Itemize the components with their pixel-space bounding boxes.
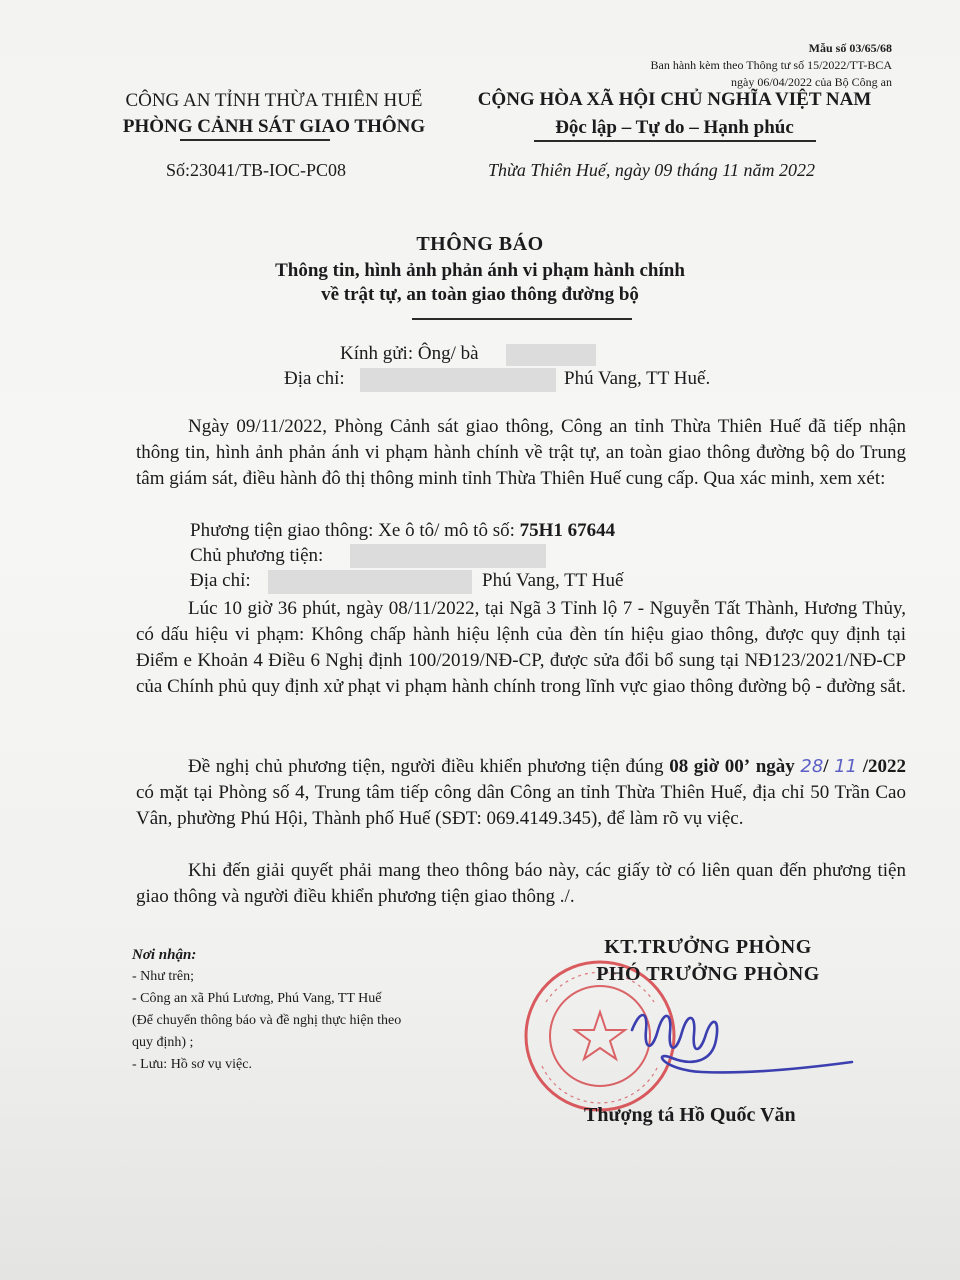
- redacted-vehicle-address: [268, 570, 472, 594]
- request-rest: có mặt tại Phòng số 4, Trung tâm tiếp công dân Công an tỉnh Thừa Thiên Huế, địa chỉ 50 Trần Cao Vân, phường Phú Hội, Thành phố Huế (SĐT: 069.4149.345), để làm rõ vụ việc.: [136, 782, 906, 829]
- vehicle-line: [190, 520, 615, 542]
- paragraph-violation-text: Lúc 10 giờ 36 phút, ngày 08/11/2022, tại Ngã 3 Tỉnh lộ 7 - Nguyễn Tất Thành, Hương Thủy, có dấu hiệu vi phạm: Không chấp hành hiệu lệnh của đèn tín hiệu giao thông, được quy định tại Điểm e Khoản 4 Điều 6 Nghị định 100/2019/NĐ-CP, được sửa đổi bổ sung tại NĐ123/2021/NĐ-CP của Chính phủ quy định xử phạt vi phạm hành chính trong lĩnh vực giao thông đường bộ - đường sắt.: [136, 598, 907, 697]
- signer-title-2: PHÓ TRƯỞNG PHÒNG: [596, 963, 820, 985]
- paragraph-receipt: [136, 414, 906, 492]
- request-time: 08 giờ 00’: [669, 756, 751, 777]
- greeting-label: Kính gửi: Ông/ bà: [340, 343, 479, 364]
- department-name: PHÒNG CẢNH SÁT GIAO THÔNG: [122, 116, 426, 137]
- recipient-item: (Để chuyển thông báo và đề nghị thực hiện theo: [132, 1013, 402, 1028]
- handwritten-signature-icon: [612, 1000, 862, 1090]
- document-title: THÔNG BÁO: [416, 233, 544, 255]
- signature-block: [548, 936, 868, 986]
- recipients-heading: Nơi nhận:: [132, 947, 197, 963]
- document-date: Thừa Thiên Huế, ngày 09 tháng 11 năm 2022: [488, 160, 815, 180]
- vehicle-address-tail: Phú Vang, TT Huế: [482, 570, 624, 591]
- document-number: Số:23041/TB-IOC-PC08: [166, 160, 347, 180]
- recipient-item: - Lưu: Hồ sơ vụ việc.: [132, 1057, 252, 1072]
- paragraph-closing: [136, 858, 906, 910]
- handwritten-day: 28: [800, 756, 824, 777]
- motto-underline: [534, 140, 816, 142]
- agency-header: [104, 88, 444, 140]
- vehicle-address-label: Địa chỉ:: [190, 570, 251, 591]
- signer-title-1: KT.TRƯỞNG PHÒNG: [604, 936, 812, 958]
- paragraph-violation: [136, 596, 906, 700]
- form-note: [651, 40, 893, 91]
- recipients-block: [132, 944, 401, 1076]
- country-name: CỘNG HÒA XÃ HỘI CHỦ NGHĨA VIỆT NAM: [477, 89, 872, 110]
- address-label: Địa chỉ:: [284, 368, 345, 389]
- paragraph-request: [136, 754, 906, 832]
- recipient-item: quy định) ;: [132, 1035, 194, 1050]
- redacted-address: [360, 368, 556, 392]
- form-issued-date: ngày 06/04/2022 của Bộ Công an: [731, 75, 892, 89]
- form-number: Mẫu số 03/65/68: [808, 41, 892, 55]
- form-issued-with: Ban hành kèm theo Thông tư số 15/2022/TT-BCA: [650, 58, 892, 72]
- redacted-owner: [350, 544, 546, 568]
- recipient-item: - Công an xã Phú Lương, Phú Vang, TT Huế: [132, 991, 382, 1006]
- address-tail: Phú Vang, TT Huế.: [564, 368, 711, 389]
- agency-name: CÔNG AN TỈNH THỪA THIÊN HUẾ: [125, 90, 423, 111]
- owner-label: Chủ phương tiện:: [190, 545, 324, 566]
- redacted-name: [506, 344, 596, 366]
- date-slash: /: [823, 756, 829, 777]
- national-header: [452, 86, 897, 142]
- agency-underline: [180, 139, 330, 141]
- signer-name: Thượng tá Hồ Quốc Văn: [584, 1104, 796, 1126]
- vehicle-plate: 75H1 67644: [519, 520, 616, 541]
- request-lead: Đề nghị chủ phương tiện, người điều khiển phương tiện đúng: [188, 756, 664, 777]
- title-block: [0, 233, 960, 306]
- paragraph-closing-text: Khi đến giải quyết phải mang theo thông báo này, các giấy tờ có liên quan đến phương tiện giao thông và người điều khiển phương tiện giao thông ./.: [136, 860, 906, 907]
- handwritten-month: 11: [834, 756, 858, 777]
- vehicle-label: Phương tiện giao thông: Xe ô tô/ mô tô số:: [190, 520, 515, 541]
- paragraph-receipt-text: Ngày 09/11/2022, Phòng Cảnh sát giao thông, Công an tỉnh Thừa Thiên Huế đã tiếp nhận thông tin, hình ảnh phản ánh vi phạm hành chính về trật tự, an toàn giao thông đường bộ do Trung tâm giám sát, điều hành đô thị thông minh tỉnh Thừa Thiên Huế cung cấp. Qua xác minh, xem xét:: [136, 416, 906, 489]
- request-year: /2022: [862, 756, 907, 777]
- national-motto: Độc lập – Tự do – Hạnh phúc: [555, 117, 794, 138]
- recipient-item: - Như trên;: [132, 969, 195, 984]
- title-underline: [412, 318, 632, 320]
- request-day-label: ngày: [755, 756, 795, 777]
- document-subtitle-2: về trật tự, an toàn giao thông đường bộ: [321, 284, 639, 305]
- document-subtitle-1: Thông tin, hình ảnh phản ánh vi phạm hành chính: [275, 260, 685, 281]
